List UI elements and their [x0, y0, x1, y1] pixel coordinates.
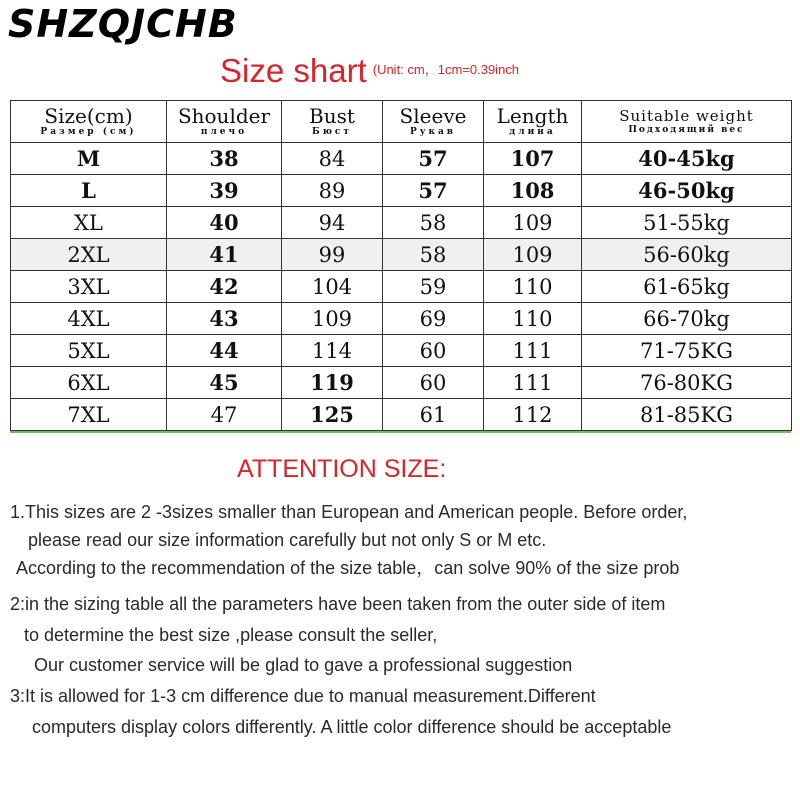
cell-shoulder: 47	[167, 399, 282, 431]
table-row	[11, 239, 792, 271]
table-header-row	[11, 101, 792, 143]
cell-size: 7XL	[11, 399, 167, 431]
note-line: 1.This sizes are 2 -3sizes smaller than European and American people. Before order,	[10, 502, 688, 522]
cell-bust: 84	[282, 143, 383, 175]
cell-sleeve: 60	[383, 335, 484, 367]
table-row	[11, 143, 792, 175]
cell-sleeve: 57	[383, 175, 484, 207]
table-row	[11, 175, 792, 207]
table-row	[11, 207, 792, 239]
cell-shoulder: 38	[167, 143, 282, 175]
header-weight-en: Suitable weight	[619, 106, 754, 125]
cell-bust: 109	[282, 303, 383, 335]
cell-bust: 114	[282, 335, 383, 367]
cell-weight: 40-45kg	[582, 143, 792, 175]
cell-size: 4XL	[11, 303, 167, 335]
cell-length: 109	[484, 239, 582, 271]
size-chart-title-text: Size shart	[220, 52, 367, 89]
header-weight-ru: Подходящий вес	[628, 124, 745, 135]
table-row	[11, 303, 792, 335]
cell-weight: 51-55kg	[582, 207, 792, 239]
cell-size: L	[11, 175, 167, 207]
cell-sleeve: 61	[383, 399, 484, 431]
cell-length: 110	[484, 271, 582, 303]
size-table	[10, 100, 792, 431]
cell-length: 112	[484, 399, 582, 431]
cell-length: 110	[484, 303, 582, 335]
cell-sleeve: 60	[383, 367, 484, 399]
cell-sleeve: 58	[383, 239, 484, 271]
header-size	[11, 101, 167, 143]
note-line: computers display colors differently. A little color difference should be acceptable	[32, 717, 672, 737]
cell-weight: 56-60kg	[582, 239, 792, 271]
cell-bust: 89	[282, 175, 383, 207]
cell-bust: 119	[282, 367, 383, 399]
cell-bust: 125	[282, 399, 383, 431]
header-size-en: Size(cm)	[44, 104, 133, 128]
unit-note: (Unit: cm，1cm=0.39inch	[372, 62, 520, 77]
header-sleeve-en: Sleeve	[399, 104, 467, 128]
cell-length: 111	[484, 367, 582, 399]
note-line: to determine the best size ,please consult the seller,	[24, 625, 438, 645]
note-line: According to the recommendation of the size table，can solve 90% of the size prob	[16, 558, 680, 578]
cell-bust: 94	[282, 207, 383, 239]
table-row	[11, 335, 792, 367]
header-length	[484, 101, 582, 143]
cell-sleeve: 58	[383, 207, 484, 239]
header-bust-ru: Бюст	[312, 127, 352, 137]
table-row	[11, 399, 792, 431]
cell-length: 109	[484, 207, 582, 239]
table-row	[11, 367, 792, 399]
note-line: please read our size information carefully but not only S or M etc.	[28, 530, 547, 550]
cell-bust: 104	[282, 271, 383, 303]
table-row	[11, 271, 792, 303]
cell-length: 107	[484, 143, 582, 175]
note-line: 2:in the sizing table all the parameters have been taken from the outer side of item	[10, 594, 666, 614]
cell-weight: 76-80KG	[582, 367, 792, 399]
cell-length: 111	[484, 335, 582, 367]
note-line: Our customer service will be glad to gave a professional suggestion	[34, 655, 573, 675]
cell-size: 3XL	[11, 271, 167, 303]
header-bust	[282, 101, 383, 143]
cell-weight: 61-65kg	[582, 271, 792, 303]
size-chart-title	[220, 50, 519, 90]
cell-shoulder: 42	[167, 271, 282, 303]
cell-shoulder: 43	[167, 303, 282, 335]
cell-sleeve: 57	[383, 143, 484, 175]
cell-size: 6XL	[11, 367, 167, 399]
brand-logo-text: SHZQJCHB	[8, 2, 270, 46]
header-size-ru: Размер (см)	[40, 127, 137, 137]
cell-sleeve: 69	[383, 303, 484, 335]
header-length-en: Length	[496, 104, 569, 128]
header-weight	[582, 101, 792, 143]
cell-bust: 99	[282, 239, 383, 271]
notes-block	[0, 497, 800, 747]
cell-shoulder: 40	[167, 207, 282, 239]
cell-shoulder: 45	[167, 367, 282, 399]
cell-shoulder: 39	[167, 175, 282, 207]
table-bottom-divider	[10, 431, 791, 433]
cell-weight: 81-85KG	[582, 399, 792, 431]
cell-size: 2XL	[11, 239, 167, 271]
cell-size: 5XL	[11, 335, 167, 367]
cell-shoulder: 44	[167, 335, 282, 367]
cell-sleeve: 59	[383, 271, 484, 303]
header-shoulder	[167, 101, 282, 143]
cell-shoulder: 41	[167, 239, 282, 271]
cell-size: XL	[11, 207, 167, 239]
header-length-ru: длина	[509, 127, 556, 137]
attention-heading: ATTENTION SIZE:	[237, 455, 447, 483]
note-line: 3:It is allowed for 1-3 cm difference due to manual measurement.Different	[10, 686, 596, 706]
cell-weight: 71-75KG	[582, 335, 792, 367]
header-shoulder-ru: плечо	[200, 127, 248, 137]
header-bust-en: Bust	[309, 104, 355, 128]
header-sleeve	[383, 101, 484, 143]
cell-weight: 66-70kg	[582, 303, 792, 335]
header-shoulder-en: Shoulder	[177, 104, 271, 128]
cell-size: M	[11, 143, 167, 175]
header-sleeve-ru: Рукав	[409, 127, 457, 137]
cell-weight: 46-50kg	[582, 175, 792, 207]
cell-length: 108	[484, 175, 582, 207]
